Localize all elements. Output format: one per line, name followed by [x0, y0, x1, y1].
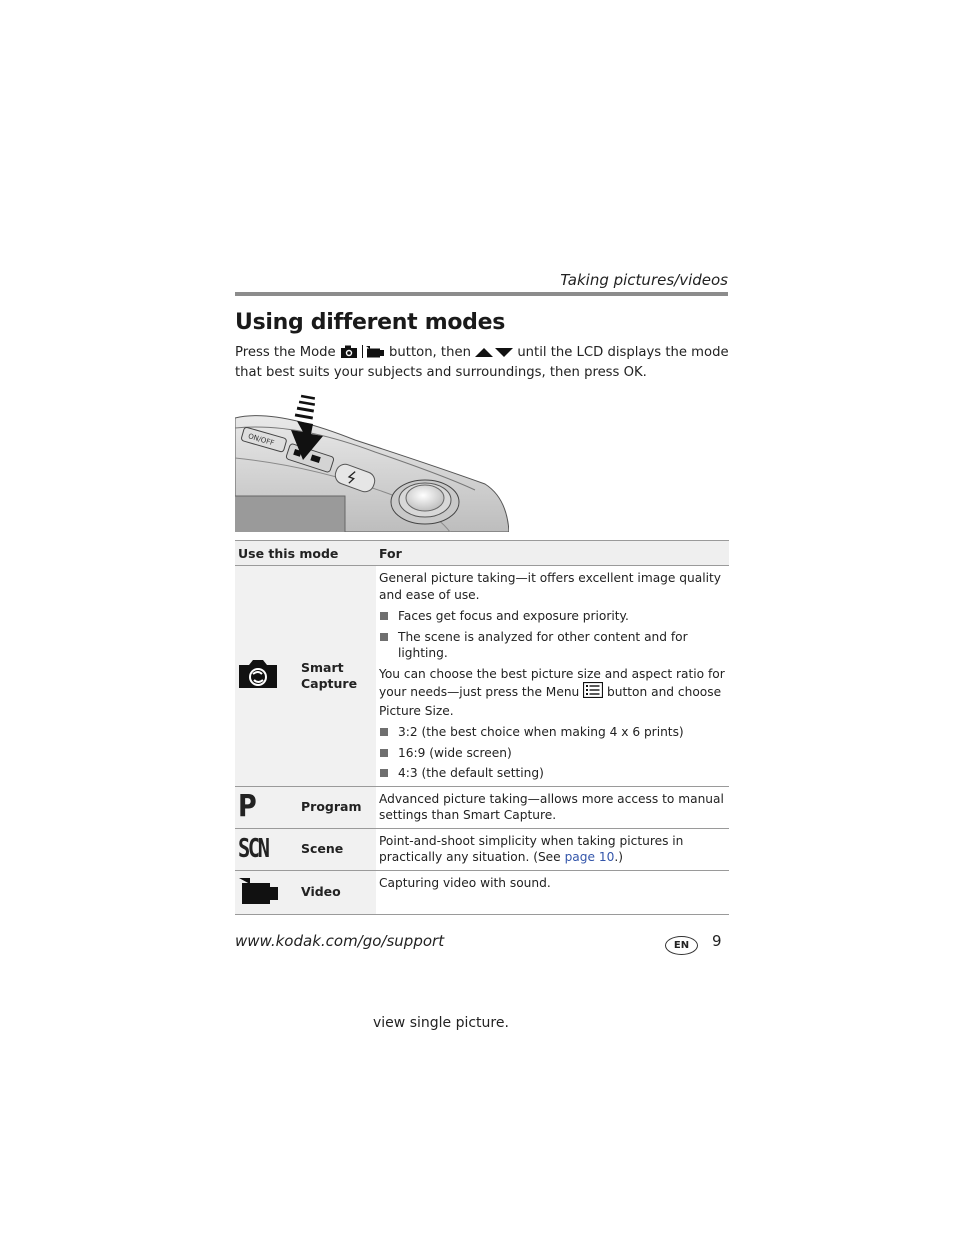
header-rule — [235, 292, 728, 296]
table-row — [235, 566, 729, 787]
mode-icon-cell — [235, 828, 298, 870]
video-camera-icon — [238, 894, 280, 908]
intro-text-2: button, then — [384, 345, 476, 360]
scene-scn-icon: SCN — [238, 834, 268, 864]
table-row — [235, 786, 729, 828]
bullet-square-icon — [380, 728, 388, 736]
mode-name-line2: Capture — [301, 675, 358, 691]
bullet-item — [379, 765, 725, 782]
mode-icon-cell — [235, 870, 298, 914]
language-badge: EN — [665, 936, 698, 955]
scene-desc-b: .) — [614, 850, 624, 864]
mode-name-cell: Program — [298, 786, 376, 828]
smart-capture-icon — [238, 678, 278, 692]
bullet-square-icon — [380, 633, 388, 641]
header-for: For — [376, 541, 729, 566]
menu-text-a: You can choose the best picture size and aspect ratio for your needs—just press the Menu — [379, 666, 725, 699]
menu-text-b: button and choose Picture Size. — [379, 685, 722, 718]
table-row — [235, 870, 729, 914]
bullet-item — [379, 724, 725, 741]
bullet-item — [379, 629, 725, 662]
desc-paragraph-menu — [379, 666, 725, 720]
intro-text-3: until the LCD displays the mode that best suits your subjects and surroundings, then press OK. — [235, 345, 729, 380]
bullet-item — [379, 745, 725, 762]
modes-table — [235, 540, 729, 915]
page-10-link[interactable]: page 10 — [564, 850, 615, 864]
bullet-item — [379, 608, 725, 625]
table-row — [235, 828, 729, 870]
header-use-this-mode: Use this mode — [235, 541, 376, 566]
bullet-text: 16:9 (wide screen) — [398, 745, 512, 760]
on-off-label: ON/OFF — [247, 432, 275, 448]
section-header: Taking pictures/videos — [560, 271, 728, 289]
bullet-text: The scene is analyzed for other content and for lighting. — [398, 629, 688, 660]
mode-name-cell: Video — [298, 870, 376, 914]
bullet-square-icon — [380, 749, 388, 757]
page-title: Using different modes — [235, 310, 506, 335]
scene-desc-a: Point-and-shoot simplicity when taking pictures in practically any situation. (See — [379, 833, 684, 864]
bullet-text: 4:3 (the default setting) — [398, 766, 544, 780]
mode-icon-cell — [235, 786, 298, 828]
mode-desc-cell — [376, 828, 729, 870]
mode-desc-cell: Capturing video with sound. — [376, 870, 729, 914]
table-header-row — [235, 541, 729, 566]
mode-name-cell — [298, 566, 376, 787]
menu-icon — [583, 682, 603, 703]
mode-desc-cell — [376, 566, 729, 787]
bullet-text: 3:2 (the best choice when making 4 x 6 prints) — [398, 725, 684, 739]
bullet-square-icon — [380, 769, 388, 777]
program-p-icon: P — [238, 789, 257, 824]
bullet-square-icon — [380, 612, 388, 620]
footer-support-url[interactable]: www.kodak.com/go/support — [235, 932, 445, 950]
mode-icon-cell — [235, 566, 298, 787]
mode-name-cell: Scene — [298, 828, 376, 870]
page-number: 9 — [712, 932, 722, 950]
bullet-text: Faces get focus and exposure priority. — [398, 609, 629, 623]
camera-icon — [340, 345, 360, 364]
video-icon — [365, 345, 385, 364]
up-down-arrows-icon — [475, 346, 513, 364]
mode-name-line1: Smart — [301, 659, 344, 675]
desc-paragraph: General picture taking—it offers excellent image quality and ease of use. — [379, 571, 721, 602]
intro-paragraph — [235, 344, 730, 382]
intro-text-1: Press the Mode — [235, 345, 340, 360]
mode-desc-cell: Advanced picture taking—allows more access to manual settings than Smart Capture. — [376, 786, 729, 828]
stray-text: view single picture. — [373, 1015, 509, 1031]
camera-illustration — [235, 388, 509, 532]
